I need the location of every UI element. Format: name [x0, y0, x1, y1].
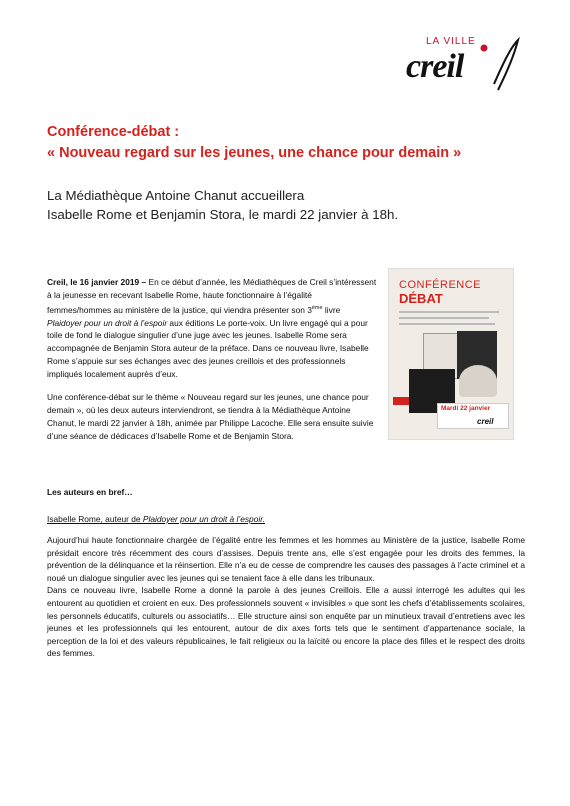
author-subheading-text: Isabelle Rome, auteur de [47, 514, 143, 524]
poster-title-1: CONFÉRENCE [399, 279, 482, 291]
intro-text-a: En ce début d’année, les Médiathèques de Creil s’intéressent à la jeunesse en recevant Isabelle Rome, haute fonctionnaire à l’égalité femmes/hommes au ministère de la justice, qui viendra présenter son 3 [47, 277, 377, 315]
intro-text-b: livre [322, 304, 341, 315]
page-subtitle [47, 186, 527, 224]
author-subheading [47, 514, 265, 524]
authors-heading: Les auteurs en bref… [47, 487, 133, 497]
authors-body [47, 534, 525, 660]
subtitle-line-1: La Médiathèque Antoine Chanut accueillera [47, 188, 305, 203]
intro-paragraph-2: Une conférence-débat sur le thème « Nouveau regard sur les jeunes, une chance pour demain », où les deux auteurs interviendront, se tiendra à la Médiathèque Antoine Chanut, le mardi 22 janvier à 18h, animée par Philippe Lacoche. Elle sera ensuite suivie d’une séance de dédicaces d’Isabelle Rome et de Benjamin Stora. [47, 392, 374, 441]
creil-logo [402, 36, 522, 92]
title-line-1: Conférence-débat : [47, 124, 180, 140]
authors-paragraph-1: Aujourd’hui haute fonctionnaire chargée de l’égalité entre les femmes et les hommes au Ministère de la justice, Isabelle Rome présidait encore très récemment des cours d’assises. Depuis trente ans, elle s’est engagée pour les droits des femmes, la prévention de la délinquance et la réinsertion. Elle n’a eu de cesse de comprendre les causes des passages à l’acte criminel et a noué un dialogue singulier avec les jeunes qui se tenaient face à elle dans les tribunaux. [47, 535, 525, 583]
title-line-2: « Nouveau regard sur les jeunes, une chance pour demain » [47, 145, 462, 161]
poster-portrait [459, 365, 497, 397]
intro-text-c: aux éditions Le porte-voix. Un livre engagé qui a pour toile de fond le dialogue singulier d’une juge avec les jeunes. Isabelle Rome sera accompagnée de Benjamin Stora auteur de la préface. Dans ce nouveau livre, Isabelle Rome s’appuie sur ses échanges avec des jeunes creillois et des professionnels impliqués localement auprès d’eux. [47, 317, 369, 380]
intro-section [47, 276, 377, 453]
subtitle-line-2: Isabelle Rome et Benjamin Stora, le mardi 22 janvier à 18h. [47, 207, 399, 222]
dateline: Creil, le 16 janvier 2019 – [47, 277, 147, 287]
poster-red-tag [393, 397, 409, 405]
poster-text-line [399, 317, 489, 319]
author-book-title: Plaidoyer pour un droit à l’espoir. [142, 514, 266, 524]
poster-text-line [399, 311, 499, 313]
event-poster [388, 268, 514, 440]
intro-superscript: ème [311, 304, 323, 311]
poster-logo: creil [477, 417, 494, 426]
page-title [47, 122, 527, 164]
poster-title-2: DÉBAT [399, 291, 443, 306]
authors-paragraph-2: Dans ce nouveau livre, Isabelle Rome a donné la parole à des jeunes Creillois. Elle a aussi interrogé les adultes qui les entourent au quotidien et croient en eux. Des professionnels souvent « invisibles » que sont les chefs d’établissements scolaires, les personnels éducatifs, culturels ou associatifs… Elle structure ainsi son enquête par un minutieux travail d’entretiens avec les jeunes et les professionnels qui les entourent, autour de dix axes forts tels que le sentiment d’appartenance sociale, la perception de la loi et des valeurs républicaines, le fait religieux ou la laïcité ou encore la place des filles et le respect des droits des femmes. [47, 585, 525, 659]
book-title: Plaidoyer pour un droit à l’espoir [47, 317, 168, 328]
poster-text-line [399, 323, 495, 325]
logo-text: creil [406, 48, 464, 85]
logo-small-text: LA VILLE [426, 36, 476, 47]
poster-date: Mardi 22 janvier [441, 405, 491, 412]
intro-paragraph-1 [47, 276, 377, 381]
